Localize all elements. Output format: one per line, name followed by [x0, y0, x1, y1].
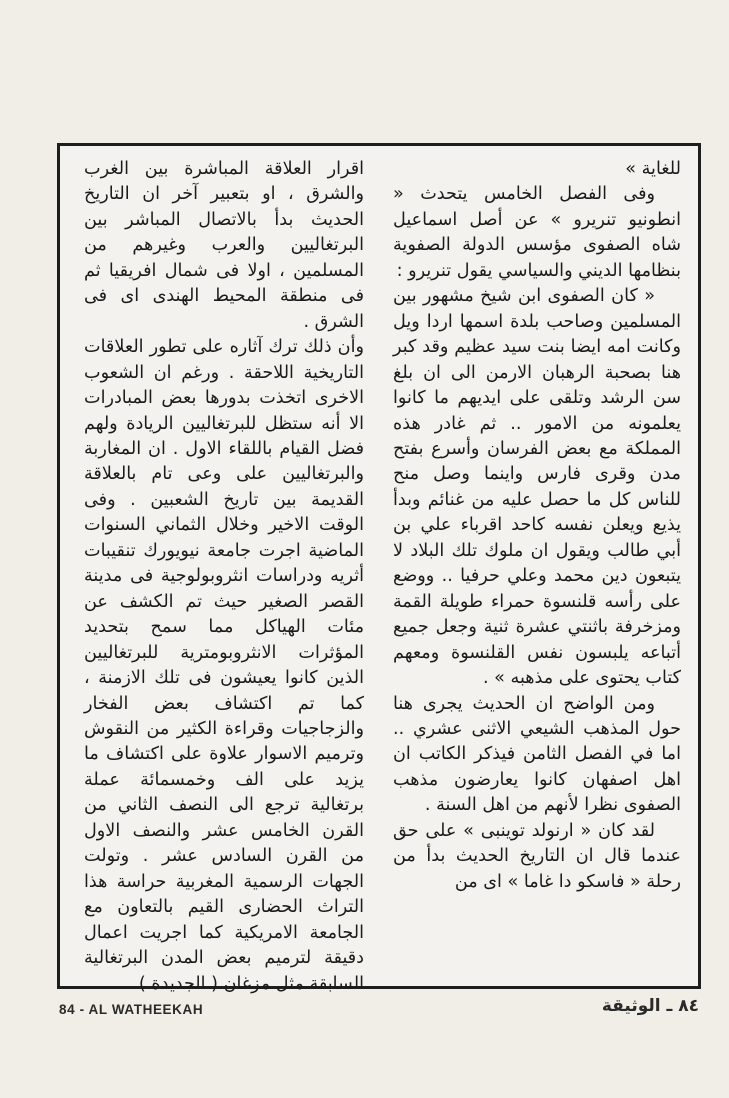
quote-paragraph: « كان الصفوى ابن شيخ مشهور بين المسلمين وصاحب بلدة اسمها اردا ويل وكانت امه ايضا بنت سيد عظيم وقد كبر هنا بصحبة الرهبان الارمن الى ان بلغ سن الرشد وتلقى على ايديهم ما كانوا يعلمونه من الامور .. ثم غادر هذه المملكة مع بعض الفرسان وأسرع بفتح مدن وقرى فارس واينما وصل منح للناس كل ما حصل عليه من غنائم وبدأ يذيع ويعلن نفسه كاحد اقرباء علي بن أبي طالب ويقول ان ملوك تلك البلاد لا يتبعون دين محمد وعلي حرفيا .. ووضع على رأسه قلنسوة حمراء طويلة القمة ومزخرفة باثنتي عشرة ثنية وجعل جميع أتباعه يلبسون نفس القلنسوة ومعهم كتاب يحتوى على مذهبه » .	[393, 286, 681, 689]
right-text-column	[393, 157, 681, 895]
article-frame	[57, 143, 701, 994]
left-text-column	[84, 157, 364, 997]
footer-page-label-latin: 84 - AL WATHEEKAH	[59, 1002, 204, 1017]
paragraph: وأن ذلك ترك آثاره على تطور العلاقات التاريخية اللاحقة . ورغم ان الشعوب الاخرى اتخذت بدورها بعض المبادرات الا أنه ستظل للبرتغاليين الريادة ولهم فضل القيام باللقاء الاول . ان المغاربة والبرتغاليين على وعى تام بالعلاقة القديمة بين تاريخ الشعبين . وفى الوقت الاخير وخلال الثماني السنوات الماضية اجرت جامعة نيويورك تنقيبات أثريه ودراسات انثروبولوجية فى مدينة القصر الصغير حيث تم الكشف عن مئات الهياكل مما سمح بتحديد المؤثرات الانثروبومترية للبرتغاليين الذين كانوا يعيشون فى تلك الازمنة ، كما تم اكتشاف بعض الفخار والزجاجيات وقراءة الكثير من النقوش وترميم الاسوار علاوة على اكتشاف ما يزيد على الف وخمسمائة عملة برتغالية ترجع الى النصف الثاني من القرن الخامس عشر والنصف الاول من القرن السادس عشر . وتولت الجهات الرسمية المغربية حراسة هذا التراث الحضارى القيم بالتعاون مع الجامعة الامريكية كما اجريت اعمال دقيقة لترميم بعض المدن البرتغالية السابقة مثل مزغان ( الجديدة )	[84, 337, 364, 994]
paragraph: لقد كان « ارنولد توينبى » على حق عندما قال ان التاريخ الحديث بدأ من رحلة « فاسكو دا غاما » اى من	[393, 820, 681, 892]
paragraph: للغاية »	[625, 159, 681, 179]
paragraph: اقرار العلاقة المباشرة بين الغرب والشرق ، او بتعبير آخر ان التاريخ الحديث بدأ بالاتصال المباشر بين البرتغاليين والعرب وغيرهم من المسلمين ، اولا فى شمال افريقيا ثم فى منطقة المحيط الهندى اى فى الشرق .	[84, 159, 364, 332]
paragraph: ومن الواضح ان الحديث يجرى هنا حول المذهب الشيعي الاثنى عشري .. اما في الفصل الثامن فيذكر الكاتب ان اهل اصفهان كانوا يعارضون مذهب الصفوى نظرا لأنهم من اهل السنة .	[393, 693, 681, 816]
footer-page-label-arabic: ٨٤ ـ الوثيقة	[601, 996, 699, 1016]
paragraph: وفى الفصل الخامس يتحدث « انطونيو تنريرو » عن أصل اسماعيل شاه الصفوى مؤسس الدولة الصفوية بنظامها الديني والسياسي يقول تنريرو :	[393, 184, 681, 281]
